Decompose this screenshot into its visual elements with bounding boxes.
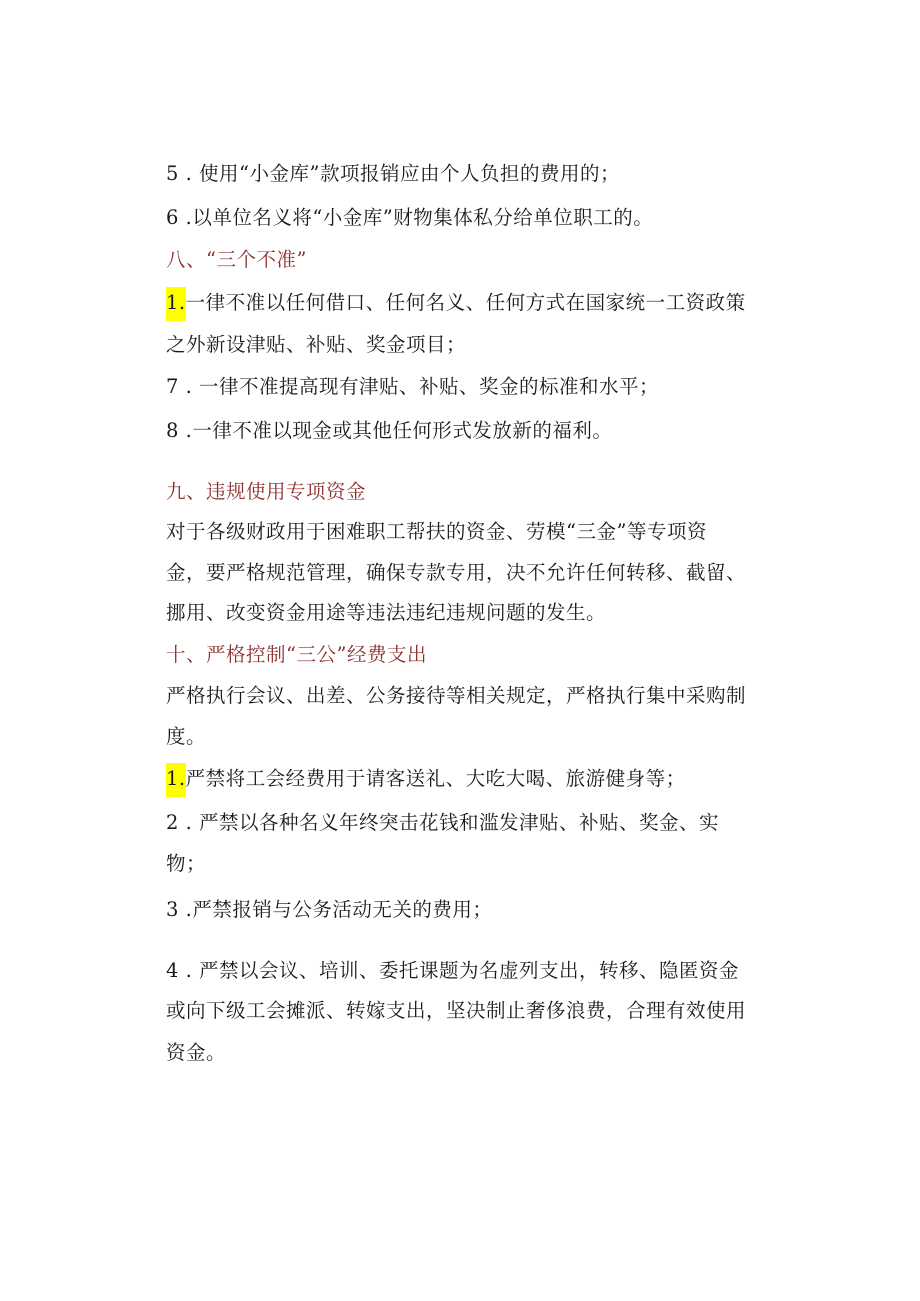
item-number: 2 xyxy=(166,811,179,834)
section8-item-7 xyxy=(166,375,766,399)
section10-item-2-line-1 xyxy=(166,811,766,835)
section10-item-3 xyxy=(166,898,766,922)
item-number: 5 xyxy=(166,162,179,185)
item-number: 7 xyxy=(166,375,179,398)
item-text: .一律不准以现金或其他任何形式发放新的福利。 xyxy=(178,419,613,442)
section10-item-4-line-2: 或向下级工会摊派、转嫁支出，坚决制止奢侈浪费，合理有效使用 xyxy=(166,999,747,1022)
section10-intro-line-1: 严格执行会议、出差、公务接待等相关规定，严格执行集中采购制 xyxy=(166,684,747,707)
section8-item-8 xyxy=(166,419,766,443)
item-text: .严禁报销与公务活动无关的费用； xyxy=(178,898,493,921)
item-6 xyxy=(166,206,766,230)
item-number: 3 xyxy=(166,898,179,921)
highlighted-item-number: 1. xyxy=(166,763,186,797)
section8-item-1-line-2: 之外新设津贴、补贴、奖金项目； xyxy=(166,333,467,356)
item-5 xyxy=(166,162,766,186)
section10-item-4-line-1 xyxy=(166,959,766,983)
section9-paragraph-line-3: 挪用、改变资金用途等违法违纪违规问题的发生。 xyxy=(166,601,607,624)
item-text: . 使用“小金库”款项报销应由个人负担的费用的； xyxy=(178,162,620,185)
section10-item-1 xyxy=(166,767,766,791)
section8-item-1-line-1 xyxy=(166,291,766,315)
item-text: . 严禁以会议、培训、委托课题为名虚列支出，转移、隐匿资金 xyxy=(178,959,740,982)
item-number: 4 xyxy=(166,959,179,982)
section-heading-9: 九、违规使用专项资金 xyxy=(166,480,367,503)
section9-paragraph-line-2: 金，要严格规范管理，确保专款专用，决不允许任何转移、截留、 xyxy=(166,561,747,584)
item-text: .以单位名义将“小金库”财物集体私分给单位职工的。 xyxy=(178,206,654,229)
section10-item-2-line-2: 物； xyxy=(166,852,207,875)
item-number: 6 xyxy=(166,206,179,229)
highlighted-item-number: 1. xyxy=(166,287,186,321)
section9-paragraph-line-1: 对于各级财政用于困难职工帮扶的资金、劳模“三金”等专项资 xyxy=(166,520,707,543)
item-text: 严禁将工会经费用于请客送礼、大吃大喝、旅游健身等； xyxy=(185,767,686,790)
section10-intro-line-2: 度。 xyxy=(166,725,207,748)
item-number: 8 xyxy=(166,419,179,442)
section-heading-8: 八、“三个不准” xyxy=(166,248,307,271)
item-text: . 一律不准提高现有津贴、补贴、奖金的标准和水平； xyxy=(178,375,660,398)
section-heading-10: 十、严格控制“三公”经费支出 xyxy=(166,643,427,666)
item-text: . 严禁以各种名义年终突击花钱和滥发津贴、补贴、奖金、实 xyxy=(178,811,720,834)
section10-item-4-line-3: 资金。 xyxy=(166,1041,227,1064)
item-text: 一律不准以任何借口、任何名义、任何方式在国家统一工资政策 xyxy=(185,291,746,314)
